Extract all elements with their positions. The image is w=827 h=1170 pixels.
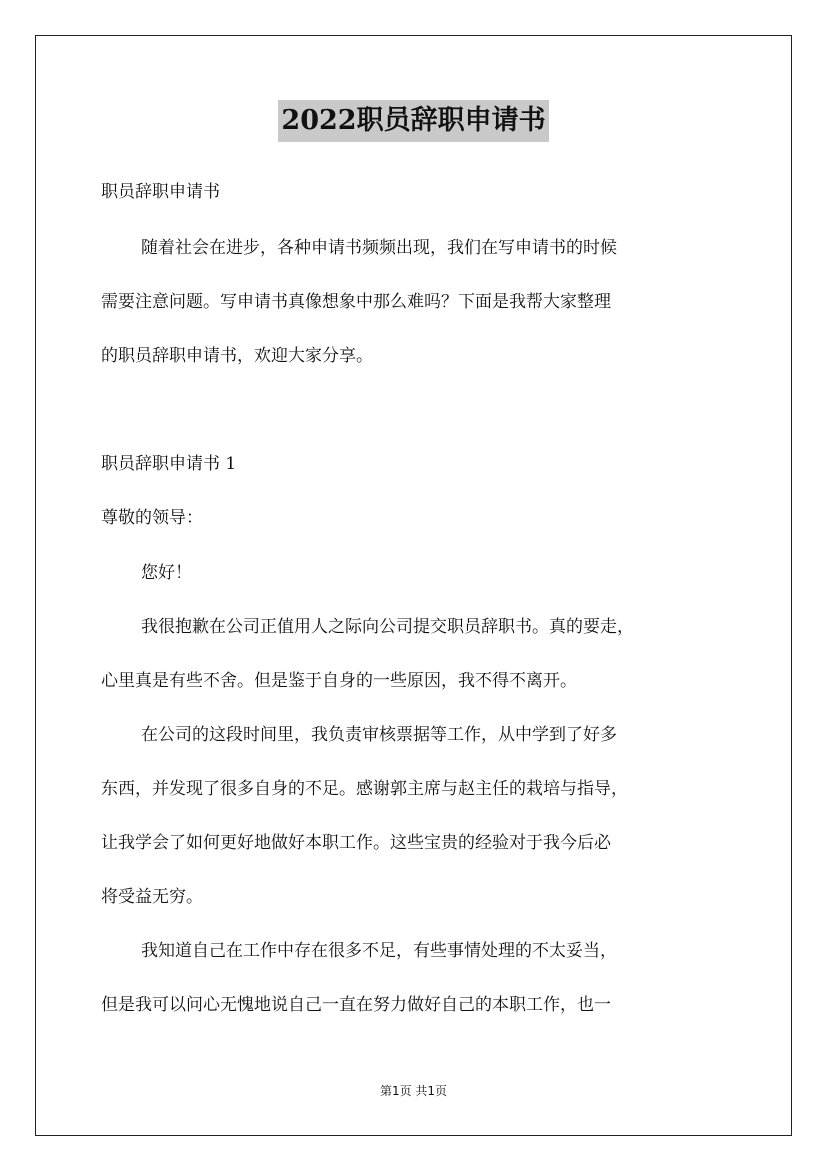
para1-line-1: 我很抱歉在公司正值用人之际向公司提交职员辞职书。真的要走， xyxy=(141,617,634,637)
para2-line-3: 让我学会了如何更好地做好本职工作。这些宝贵的经验对于我今后必 xyxy=(101,833,611,853)
para2-line-1: 在公司的这段时间里，我负责审核票据等工作，从中学到了好多 xyxy=(141,725,617,745)
para3-line-2: 但是我可以问心无愧地说自己一直在努力做好自己的本职工作，也一 xyxy=(101,995,611,1015)
section-heading: 职员辞职申请书 1 xyxy=(101,454,237,474)
para3-line-1: 我知道自己在工作中存在很多不足，有些事情处理的不太妥当， xyxy=(141,941,617,961)
para1-line-2: 心里真是有些不舍。但是鉴于自身的一些原因，我不得不离开。 xyxy=(101,671,577,691)
para2-line-4: 将受益无穷。 xyxy=(101,887,203,907)
intro-line-1: 随着社会在进步，各种申请书频频出现，我们在写申请书的时候 xyxy=(141,238,617,258)
document-title: 2022职员辞职申请书 xyxy=(278,100,548,142)
para2-line-2: 东西，并发现了很多自身的不足。感谢郭主席与赵主任的栽培与指导， xyxy=(101,779,628,799)
intro-line-3: 的职员辞职申请书，欢迎大家分享。 xyxy=(101,346,373,366)
greeting: 您好！ xyxy=(141,563,192,583)
title-container xyxy=(0,100,827,142)
salutation: 尊敬的领导： xyxy=(101,508,203,528)
intro-line-2: 需要注意问题。写申请书真像想象中那么难吗？下面是我帮大家整理 xyxy=(101,292,611,312)
page-footer: 第1页 共1页 xyxy=(379,1084,448,1098)
subtitle: 职员辞职申请书 xyxy=(101,182,220,202)
